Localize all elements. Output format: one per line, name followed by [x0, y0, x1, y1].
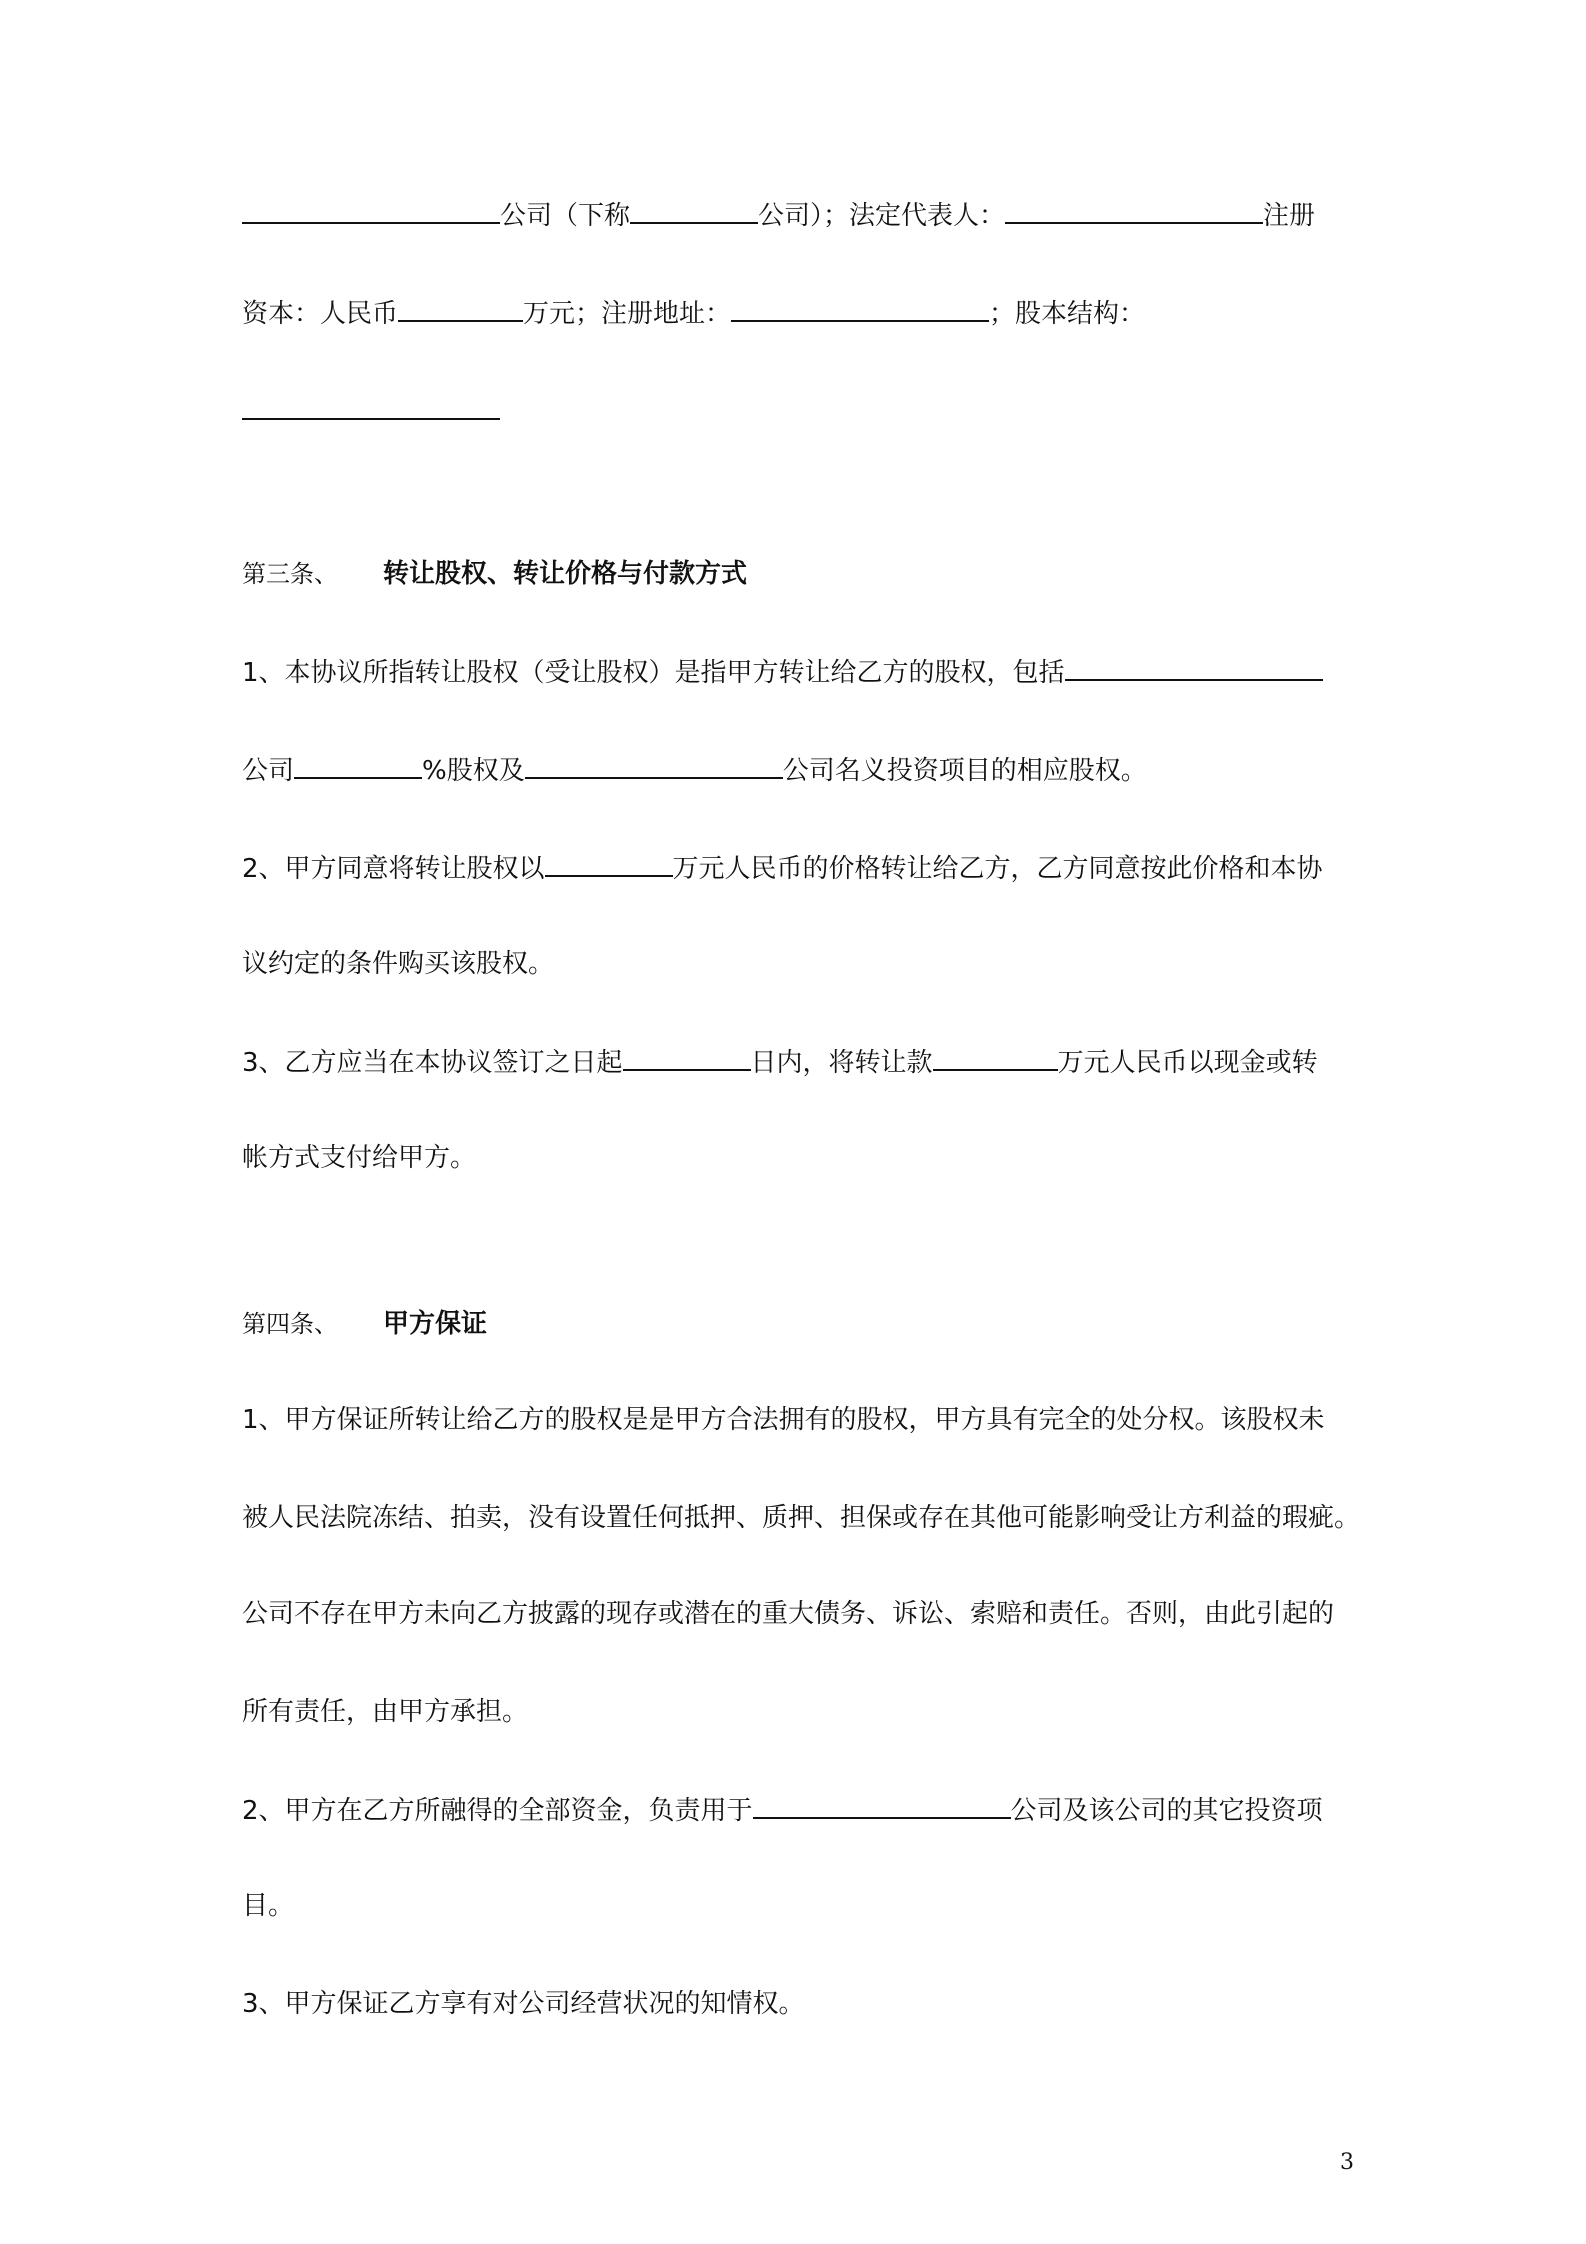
art4-p2-line-1: [242, 1793, 1323, 1828]
article-3-heading: [242, 557, 747, 591]
price-blank: [545, 851, 673, 877]
art3-p2-line-2: [242, 947, 554, 981]
text: 所有责任，由甲方承担。: [242, 1697, 529, 1727]
text: 公司名义投资项目的相应股权。: [782, 756, 1147, 786]
text: %股权及: [422, 756, 525, 786]
company-info-line-3: [242, 394, 500, 429]
art4-p1-line-4: [242, 1695, 528, 1729]
page-number: 3: [1340, 2150, 1354, 2175]
percent-blank: [294, 753, 422, 779]
text: 注册: [1263, 201, 1316, 231]
text: 公司不存在甲方未向乙方披露的现存或潜在的重大债务、诉讼、索赔和责任。否则，由此引起的: [242, 1599, 1335, 1629]
blank: [1065, 655, 1323, 681]
text: 议约定的条件购买该股权。: [242, 949, 555, 979]
days-blank: [623, 1045, 751, 1071]
article-title: 转让股权、转让价格与付款方式: [383, 559, 748, 589]
text: 2、甲方在乙方所融得的全部资金，负责用于: [242, 1796, 753, 1826]
text: 公司（下称: [500, 201, 631, 231]
text: 1、甲方保证所转让给乙方的股权是是甲方合法拥有的股权，甲方具有完全的处分权。该股权未: [242, 1405, 1325, 1435]
capital-blank: [398, 296, 523, 322]
amount-blank: [933, 1045, 1058, 1071]
text: 万元人民币的价格转让给乙方，乙方同意按此价格和本协: [672, 854, 1323, 884]
legal-rep-blank: [1005, 198, 1263, 224]
article-4-heading: [242, 1307, 487, 1341]
company-name-blank: [242, 198, 500, 224]
blank: [753, 1793, 1011, 1819]
company-info-line-1: [242, 198, 1315, 233]
text: 2、甲方同意将转让股权以: [242, 854, 545, 884]
text: 目。: [242, 1891, 295, 1921]
text: 资本：人民币: [242, 299, 399, 329]
text: 万元人民币以现金或转: [1057, 1048, 1318, 1078]
text: 公司: [242, 756, 295, 786]
company-info-line-2: [242, 296, 1145, 331]
text: 3、乙方应当在本协议签订之日起: [242, 1048, 623, 1078]
art4-p3-line-1: [242, 1987, 805, 2021]
text: 万元；注册地址：: [523, 299, 732, 329]
art3-p2-line-1: [242, 851, 1323, 886]
art4-p1-line-1: [242, 1403, 1325, 1437]
art3-p1-line-1: [242, 655, 1323, 690]
article-label: 第四条、: [242, 1310, 338, 1338]
art3-p1-line-2: [242, 753, 1147, 788]
blank: [525, 753, 783, 779]
text: 被人民法院冻结、拍卖，没有设置任何抵押、质押、担保或存在其他可能影响受让方利益的瑕疵。: [242, 1503, 1361, 1533]
text: 公司）；法定代表人：: [758, 201, 1006, 231]
text: 1、本协议所指转让股权（受让股权）是指甲方转让给乙方的股权，包括: [242, 658, 1065, 688]
art3-p3-line-2: [242, 1141, 476, 1175]
share-structure-blank: [242, 394, 500, 420]
text: 3、甲方保证乙方享有对公司经营状况的知情权。: [242, 1989, 805, 2019]
article-title: 甲方保证: [383, 1309, 488, 1339]
text: 公司及该公司的其它投资项: [1010, 1796, 1323, 1826]
text: ；股本结构：: [989, 299, 1146, 329]
text: 帐方式支付给甲方。: [242, 1143, 477, 1173]
company-short-name-blank: [630, 198, 758, 224]
article-label: 第三条、: [242, 560, 338, 588]
art4-p1-line-3: [242, 1597, 1334, 1631]
art4-p1-line-2: [242, 1501, 1360, 1535]
address-blank: [731, 296, 989, 322]
text: 日内，将转让款: [750, 1048, 933, 1078]
art4-p2-line-2: [242, 1889, 294, 1923]
art3-p3-line-1: [242, 1045, 1318, 1080]
